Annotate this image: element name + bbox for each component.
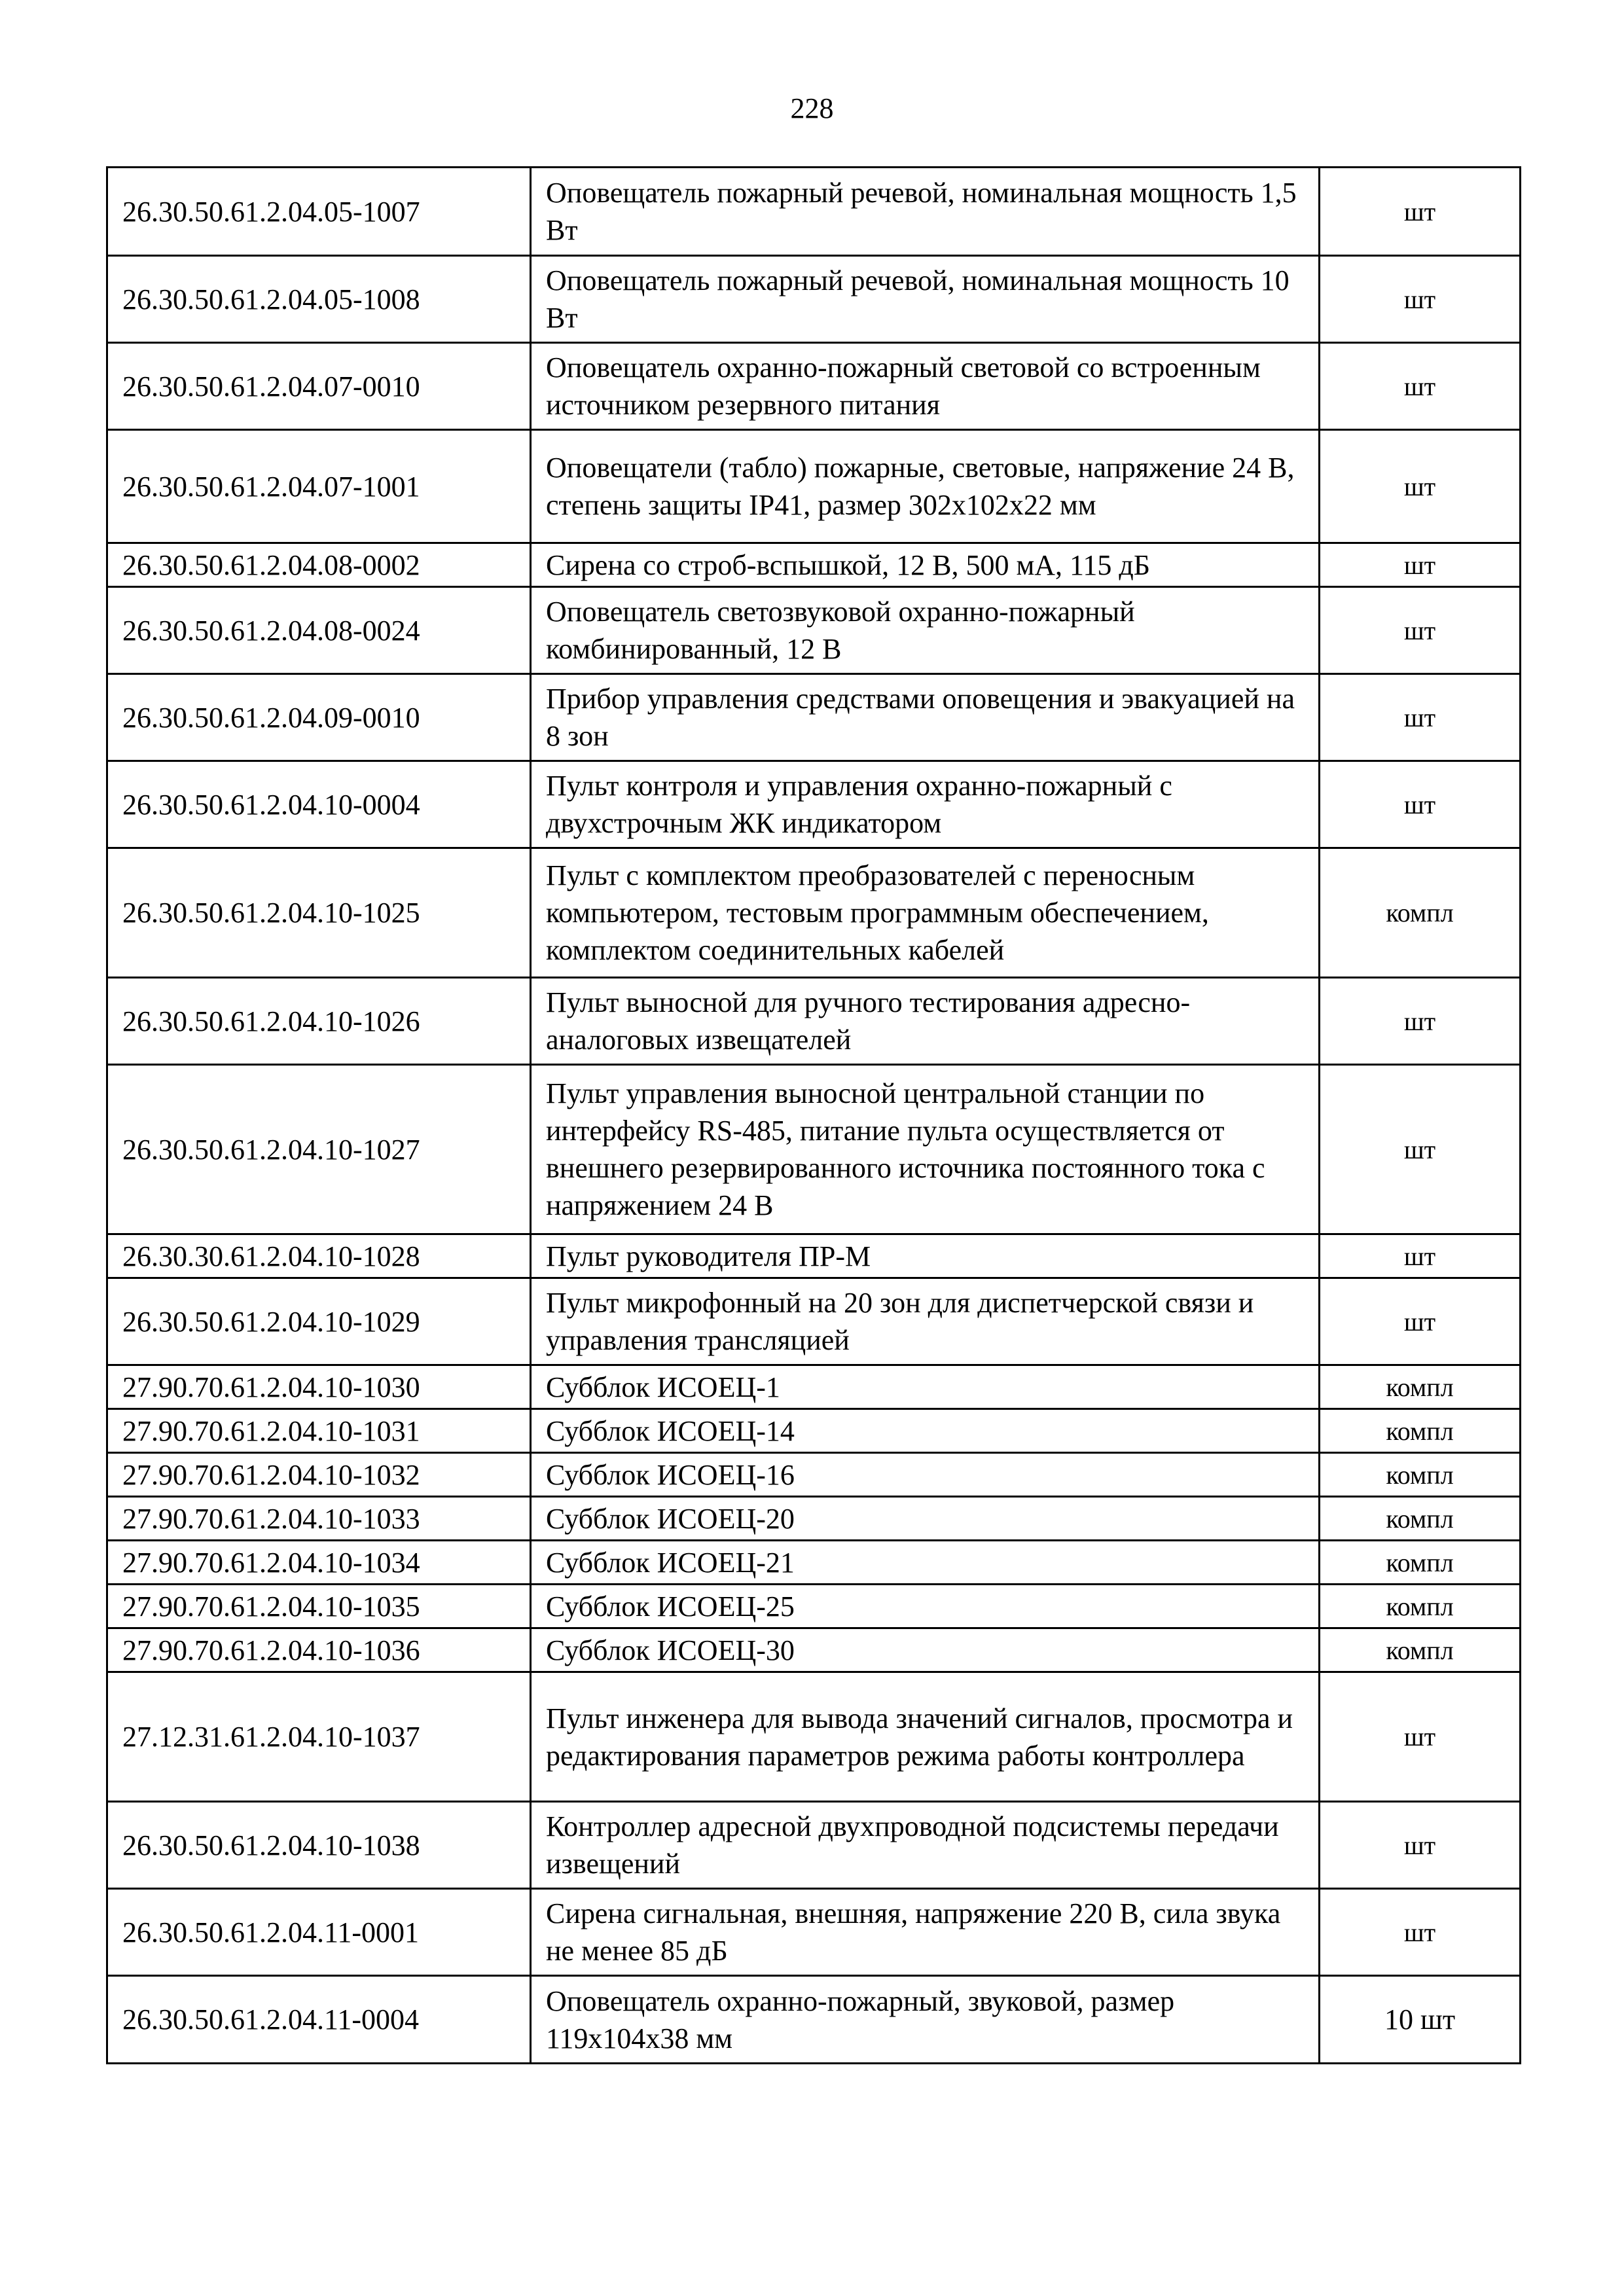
table-row — [107, 1976, 1521, 2064]
resource-code: 26.30.50.61.2.04.10-0004 — [107, 761, 531, 848]
resource-code: 27.90.70.61.2.04.10-1030 — [107, 1365, 531, 1409]
table-row — [107, 256, 1521, 343]
resource-name: Сирена сигнальная, внешняя, напряжение 220 В, сила звука не менее 85 дБ — [531, 1889, 1320, 1976]
resource-code: 26.30.50.61.2.04.08-0002 — [107, 543, 531, 587]
unit-of-measure: шт — [1320, 1672, 1521, 1802]
resource-code: 26.30.50.61.2.04.10-1027 — [107, 1065, 531, 1234]
resource-code: 26.30.50.61.2.04.09-0010 — [107, 674, 531, 761]
unit-of-measure: шт — [1320, 1802, 1521, 1889]
resource-table — [106, 166, 1521, 2064]
table-row — [107, 168, 1521, 256]
unit-of-measure: шт — [1320, 1234, 1521, 1278]
resource-code: 26.30.50.61.2.04.08-0024 — [107, 587, 531, 674]
table-row — [107, 1889, 1521, 1976]
unit-of-measure: шт — [1320, 343, 1521, 430]
unit-of-measure: шт — [1320, 168, 1521, 256]
resource-code: 27.90.70.61.2.04.10-1035 — [107, 1585, 531, 1628]
table-row — [107, 761, 1521, 848]
resource-code: 27.90.70.61.2.04.10-1034 — [107, 1541, 531, 1585]
unit-of-measure: шт — [1320, 1889, 1521, 1976]
resource-name: Субблок ИСОЕЦ-20 — [531, 1497, 1320, 1541]
resource-code: 27.90.70.61.2.04.10-1033 — [107, 1497, 531, 1541]
unit-of-measure: компл — [1320, 1628, 1521, 1672]
resource-code: 27.90.70.61.2.04.10-1032 — [107, 1453, 531, 1497]
unit-of-measure: шт — [1320, 543, 1521, 587]
resource-name: Пульт микрофонный на 20 зон для диспетчерской связи и управления трансляцией — [531, 1278, 1320, 1365]
unit-of-measure: компл — [1320, 1541, 1521, 1585]
resource-code: 26.30.50.61.2.04.10-1026 — [107, 978, 531, 1065]
unit-of-measure: шт — [1320, 674, 1521, 761]
resource-name: Прибор управления средствами оповещения и эвакуацией на 8 зон — [531, 674, 1320, 761]
table-row — [107, 343, 1521, 430]
resource-code: 26.30.50.61.2.04.10-1038 — [107, 1802, 531, 1889]
resource-name: Оповещатель пожарный речевой, номинальная мощность 10 Вт — [531, 256, 1320, 343]
resource-name: Субблок ИСОЕЦ-30 — [531, 1628, 1320, 1672]
table-row — [107, 1278, 1521, 1365]
unit-of-measure: компл — [1320, 1497, 1521, 1541]
resource-name: Оповещатель пожарный речевой, номинальная мощность 1,5 Вт — [531, 168, 1320, 256]
table-row — [107, 1541, 1521, 1585]
resource-code: 26.30.50.61.2.04.05-1007 — [107, 168, 531, 256]
table-row — [107, 1497, 1521, 1541]
resource-code: 26.30.50.61.2.04.07-1001 — [107, 430, 531, 543]
table-row — [107, 1585, 1521, 1628]
unit-of-measure: компл — [1320, 848, 1521, 978]
unit-of-measure: шт — [1320, 1278, 1521, 1365]
table-row — [107, 1065, 1521, 1234]
page-number: 228 — [790, 92, 834, 124]
unit-of-measure: компл — [1320, 1453, 1521, 1497]
resource-name: Пульт руководителя ПР-М — [531, 1234, 1320, 1278]
table-row — [107, 1802, 1521, 1889]
resource-code: 26.30.50.61.2.04.10-1029 — [107, 1278, 531, 1365]
resource-code: 26.30.30.61.2.04.10-1028 — [107, 1234, 531, 1278]
resource-code: 27.90.70.61.2.04.10-1031 — [107, 1409, 531, 1453]
resource-code: 27.90.70.61.2.04.10-1036 — [107, 1628, 531, 1672]
resource-code: 26.30.50.61.2.04.07-0010 — [107, 343, 531, 430]
table-row — [107, 1453, 1521, 1497]
unit-of-measure: компл — [1320, 1365, 1521, 1409]
resource-name: Субблок ИСОЕЦ-1 — [531, 1365, 1320, 1409]
resource-name: Контроллер адресной двухпроводной подсистемы передачи извещений — [531, 1802, 1320, 1889]
table-row — [107, 978, 1521, 1065]
resource-name: Пульт управления выносной центральной станции по интерфейсу RS-485, питание пульта осуществляется от внешнего резервированного источника постоянного тока с напряжением 24 В — [531, 1065, 1320, 1234]
table-row — [107, 1234, 1521, 1278]
resource-code: 26.30.50.61.2.04.11-0001 — [107, 1889, 531, 1976]
unit-of-measure: шт — [1320, 761, 1521, 848]
resource-name: Пульт инженера для вывода значений сигналов, просмотра и редактирования параметров режима работы контроллера — [531, 1672, 1320, 1802]
resource-name: Пульт контроля и управления охранно-пожарный с двухстрочным ЖК индикатором — [531, 761, 1320, 848]
resource-name: Оповещатель светозвуковой охранно-пожарный комбинированный, 12 В — [531, 587, 1320, 674]
unit-of-measure: шт — [1320, 978, 1521, 1065]
unit-of-measure: компл — [1320, 1409, 1521, 1453]
resource-name: Пульт с комплектом преобразователей с переносным компьютером, тестовым программным обеспечением, комплектом соединительных кабелей — [531, 848, 1320, 978]
table-row — [107, 1409, 1521, 1453]
resource-name: Оповещатель охранно-пожарный, звуковой, размер 119х104х38 мм — [531, 1976, 1320, 2064]
table-row — [107, 587, 1521, 674]
resource-name: Субблок ИСОЕЦ-14 — [531, 1409, 1320, 1453]
table-row — [107, 543, 1521, 587]
resource-code: 26.30.50.61.2.04.05-1008 — [107, 256, 531, 343]
table-row — [107, 1365, 1521, 1409]
resource-name: Субблок ИСОЕЦ-16 — [531, 1453, 1320, 1497]
resource-name: Субблок ИСОЕЦ-21 — [531, 1541, 1320, 1585]
unit-of-measure: 10 шт — [1320, 1976, 1521, 2064]
resource-name: Пульт выносной для ручного тестирования адресно-аналоговых извещателей — [531, 978, 1320, 1065]
unit-of-measure: компл — [1320, 1585, 1521, 1628]
resource-name: Оповещатели (табло) пожарные, световые, напряжение 24 В, степень защиты IP41, размер 302х102х22 мм — [531, 430, 1320, 543]
unit-of-measure: шт — [1320, 430, 1521, 543]
resource-code: 26.30.50.61.2.04.10-1025 — [107, 848, 531, 978]
unit-of-measure: шт — [1320, 1065, 1521, 1234]
table-row — [107, 674, 1521, 761]
resource-name: Оповещатель охранно-пожарный световой со встроенным источником резервного питания — [531, 343, 1320, 430]
resource-code: 26.30.50.61.2.04.11-0004 — [107, 1976, 531, 2064]
resource-table-body — [107, 168, 1521, 2064]
unit-of-measure: шт — [1320, 256, 1521, 343]
resource-code: 27.12.31.61.2.04.10-1037 — [107, 1672, 531, 1802]
resource-name: Субблок ИСОЕЦ-25 — [531, 1585, 1320, 1628]
table-row — [107, 1672, 1521, 1802]
table-row — [107, 848, 1521, 978]
table-row — [107, 1628, 1521, 1672]
table-row — [107, 430, 1521, 543]
unit-of-measure: шт — [1320, 587, 1521, 674]
resource-name: Сирена со строб-вспышкой, 12 В, 500 мА, 115 дБ — [531, 543, 1320, 587]
